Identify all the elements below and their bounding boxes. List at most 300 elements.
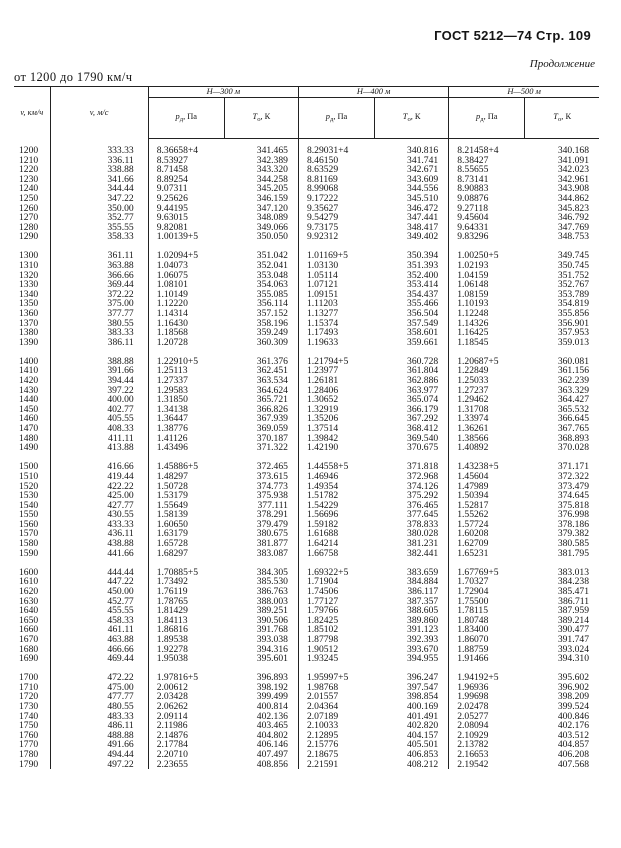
cell-p-500: 1.38566 (457, 432, 489, 444)
cell-t-500: 373.479 (557, 480, 589, 492)
cell-t-300: 378.291 (224, 510, 298, 520)
col-header-t-400: $T_о$, К (375, 98, 449, 139)
cell-t-500: 356.901 (557, 317, 589, 329)
cell-v-kmh: 1510 (14, 472, 50, 482)
cell-p-500: 1.00250+5 (457, 250, 499, 262)
cell-v-ms: 475.00 (50, 683, 148, 693)
table-row (14, 338, 599, 348)
cell-p-300: 1.60650 (156, 518, 188, 530)
cell-v-ms: 416.66 (50, 462, 148, 472)
cell-t-300: 372.465 (224, 462, 298, 472)
cell-v-ms: 388.88 (50, 357, 148, 367)
cell-v-kmh: 1470 (14, 424, 50, 434)
cell-p-400: 1.71904 (306, 576, 339, 588)
cell-p-300: 1.86816 (156, 624, 188, 636)
cell-p-300: 1.36447 (156, 413, 188, 425)
cell-p-300: 1.27337 (156, 375, 188, 387)
cell-p-400: 1.90512 (306, 643, 339, 655)
cell-p-300: 1.89538 (156, 633, 188, 645)
cell-v-kmh: 1700 (14, 673, 50, 683)
cell-v-kmh: 1720 (14, 692, 50, 702)
cell-t-500: 368.893 (557, 432, 589, 444)
cell-t-400: 372.968 (375, 472, 449, 482)
cell-t-500: 353.789 (557, 288, 589, 300)
cell-p-400: 1.61688 (306, 528, 339, 540)
cell-t-400: 376.465 (375, 501, 449, 511)
cell-v-ms: 463.88 (50, 635, 148, 645)
cell-t-400: 353.414 (375, 280, 449, 290)
cell-p-400: 1.26181 (306, 375, 339, 387)
cell-t-400: 347.441 (375, 213, 449, 223)
cell-v-ms: 427.77 (50, 501, 148, 511)
cell-p-300: 1.78765 (156, 595, 188, 607)
cell-t-300: 366.826 (224, 405, 298, 415)
cell-t-500: 351.752 (557, 269, 589, 281)
cell-v-kmh: 1210 (14, 156, 50, 166)
cell-t-500: 342.961 (557, 173, 589, 185)
cell-t-300: 346.159 (224, 194, 298, 204)
cell-t-500: 395.602 (557, 672, 589, 684)
cell-t-500: 389.214 (557, 614, 589, 626)
cell-p-300: 1.16430 (156, 317, 188, 329)
cell-t-400: 405.501 (375, 740, 449, 750)
cell-t-400: 345.510 (375, 194, 449, 204)
cell-t-500: 352.767 (557, 279, 589, 291)
cell-v-ms: 450.00 (50, 587, 148, 597)
cell-v-ms: 411.11 (50, 434, 148, 444)
cell-v-ms: 466.66 (50, 645, 148, 655)
cell-p-300: 2.03428 (156, 691, 188, 703)
cell-p-500: 1.02193 (457, 260, 489, 272)
cell-p-300: 1.43496 (156, 442, 188, 454)
cell-v-kmh: 1640 (14, 606, 50, 616)
cell-t-400: 380.028 (375, 529, 449, 539)
cell-p-300: 1.18568 (156, 327, 188, 339)
cell-p-400: 8.29031+4 (306, 145, 349, 156)
cell-v-kmh: 1340 (14, 290, 50, 300)
cell-t-500: 345.823 (557, 202, 589, 214)
cell-p-300: 1.22910+5 (156, 355, 199, 367)
cell-p-500: 1.52817 (457, 499, 489, 511)
cell-p-300: 1.76119 (156, 585, 188, 597)
cell-v-kmh: 1620 (14, 587, 50, 597)
cell-p-300: 1.14314 (156, 308, 188, 319)
cell-p-400: 1.82425 (306, 614, 339, 626)
cell-t-400: 360.728 (375, 357, 449, 367)
cell-p-500: 1.62709 (457, 538, 489, 550)
cell-p-500: 9.64331 (457, 221, 489, 233)
cell-p-300: 2.23655 (156, 758, 188, 770)
cell-t-400: 354.437 (375, 290, 449, 300)
cell-p-400: 1.01169+5 (306, 250, 348, 262)
cell-t-300: 393.038 (224, 635, 298, 645)
cell-p-300: 2.00612 (156, 681, 188, 693)
cell-p-300: 1.81429 (156, 605, 188, 617)
cell-p-400: 1.74506 (306, 585, 339, 597)
cell-v-kmh: 1540 (14, 501, 50, 511)
cell-p-300: 1.68297 (156, 547, 188, 559)
cell-v-kmh: 1280 (14, 223, 50, 233)
cell-t-500: 362.239 (557, 375, 589, 387)
cell-p-500: 2.02478 (457, 700, 489, 712)
cell-v-kmh: 1750 (14, 721, 50, 731)
cell-p-400: 1.66758 (306, 547, 339, 559)
cell-v-ms: 344.44 (50, 184, 148, 194)
cell-t-300: 380.675 (224, 529, 298, 539)
cell-p-400: 1.35206 (306, 413, 339, 425)
cell-v-ms: 430.55 (50, 510, 148, 520)
cell-t-400: 397.547 (375, 683, 449, 693)
cell-t-300: 364.624 (224, 386, 298, 396)
cell-v-kmh: 1420 (14, 376, 50, 386)
cell-t-400: 387.357 (375, 597, 449, 607)
cell-v-ms: 488.88 (50, 731, 148, 741)
cell-p-300: 2.11986 (156, 720, 188, 732)
cell-p-400: 8.46150 (306, 154, 339, 166)
cell-p-400: 1.69322+5 (306, 566, 349, 578)
cell-v-ms: 372.22 (50, 290, 148, 300)
cell-p-500: 1.16425 (457, 327, 489, 339)
cell-p-500: 1.36261 (457, 423, 489, 435)
cell-t-300: 347.120 (224, 204, 298, 214)
cell-t-500: 407.568 (557, 758, 589, 770)
cell-v-kmh: 1410 (14, 366, 50, 376)
cell-v-kmh: 1330 (14, 280, 50, 290)
cell-t-500: 384.238 (557, 576, 589, 588)
cell-v-ms: 486.11 (50, 721, 148, 731)
cell-t-300: 365.721 (224, 395, 298, 405)
cell-p-500: 1.43238+5 (457, 461, 499, 473)
cell-p-400: 2.21591 (306, 758, 339, 770)
cell-t-400: 375.292 (375, 491, 449, 501)
cell-p-400: 1.95997+5 (306, 672, 349, 684)
cell-v-kmh: 1570 (14, 529, 50, 539)
cell-p-300: 1.92278 (156, 643, 188, 655)
cell-p-500: 1.08159 (457, 288, 489, 300)
col-header-h500: H—500 м (449, 87, 599, 98)
cell-v-ms: 472.22 (50, 673, 148, 683)
cell-t-400: 341.741 (375, 156, 449, 166)
cell-v-kmh: 1300 (14, 251, 50, 261)
cell-p-300: 1.41126 (156, 432, 188, 444)
cell-p-300: 1.34138 (156, 403, 188, 415)
cell-p-500: 2.08094 (457, 720, 489, 732)
cell-p-500: 1.55262 (457, 509, 489, 521)
cell-p-300: 1.00139+5 (156, 231, 199, 243)
cell-p-500: 2.05277 (457, 710, 489, 722)
cell-v-kmh: 1320 (14, 271, 50, 281)
cell-v-kmh: 1400 (14, 357, 50, 367)
cell-p-500: 1.72904 (457, 585, 489, 597)
cell-t-500: 398.209 (557, 691, 589, 703)
cell-v-kmh: 1790 (14, 760, 50, 770)
cell-v-ms: 333.33 (50, 139, 148, 156)
cell-p-500: 1.27237 (457, 384, 489, 396)
cell-p-400: 1.05114 (306, 269, 338, 281)
cell-t-400: 386.117 (375, 587, 449, 597)
cell-v-kmh: 1380 (14, 328, 50, 338)
cell-p-400: 8.81169 (306, 173, 338, 185)
cell-v-kmh: 1670 (14, 635, 50, 645)
col-header-p-500: $p_д$, Па (449, 98, 525, 139)
cell-v-kmh: 1550 (14, 510, 50, 520)
cell-t-500: 385.471 (557, 585, 589, 597)
cell-t-300: 384.305 (224, 568, 298, 578)
cell-p-500: 8.90883 (457, 183, 489, 195)
cell-t-400: 368.412 (375, 424, 449, 434)
cell-p-400: 1.59182 (306, 518, 339, 530)
cell-t-500: 340.168 (557, 145, 589, 156)
cell-p-300: 1.70885+5 (156, 566, 199, 578)
cell-v-ms: 425.00 (50, 491, 148, 501)
cell-v-ms: 444.44 (50, 568, 148, 578)
cell-v-kmh: 1270 (14, 213, 50, 223)
cell-v-kmh: 1450 (14, 405, 50, 415)
cell-p-300: 2.06262 (156, 700, 188, 712)
cell-t-300: 394.316 (224, 645, 298, 655)
cell-t-400: 343.609 (375, 175, 449, 185)
cell-p-400: 1.85102 (306, 624, 339, 636)
cell-t-400: 393.670 (375, 645, 449, 655)
cell-p-500: 1.47989 (457, 480, 489, 492)
cell-t-400: 384.884 (375, 577, 449, 587)
cell-t-400: 394.955 (375, 654, 449, 664)
cell-p-300: 1.50728 (156, 480, 188, 492)
cell-p-300: 1.53179 (156, 490, 188, 502)
cell-v-kmh: 1600 (14, 568, 50, 578)
cell-t-400: 383.659 (375, 568, 449, 578)
cell-p-400: 1.79766 (306, 605, 339, 617)
cell-t-400: 348.417 (375, 223, 449, 233)
cell-t-400: 382.441 (375, 549, 449, 559)
cell-t-400: 362.886 (375, 376, 449, 386)
table-row (14, 232, 599, 242)
cell-t-300: 381.877 (224, 539, 298, 549)
range-caption: от 1200 до 1790 км/ч (14, 70, 133, 84)
cell-t-300: 352.041 (224, 261, 298, 271)
cell-t-500: 391.747 (557, 633, 589, 645)
cell-v-kmh: 1770 (14, 740, 50, 750)
cell-t-500: 372.322 (557, 470, 589, 482)
cell-t-500: 365.532 (557, 403, 589, 415)
cell-t-500: 370.028 (557, 442, 589, 454)
cell-t-400: 349.402 (375, 232, 449, 242)
cell-p-400: 1.11203 (306, 298, 338, 310)
cell-v-kmh: 1240 (14, 184, 50, 194)
cell-v-ms: 422.22 (50, 482, 148, 492)
cell-p-300: 1.48297 (156, 470, 188, 482)
cell-p-500: 1.45604 (457, 470, 489, 482)
cell-t-500: 364.427 (557, 394, 589, 406)
cell-v-kmh: 1690 (14, 654, 50, 664)
cell-v-kmh: 1610 (14, 577, 50, 587)
cell-t-400: 406.853 (375, 750, 449, 760)
page-header (434, 28, 591, 43)
cell-p-300: 9.63015 (156, 212, 188, 224)
col-header-t-500: $T_о$, К (525, 98, 599, 139)
cell-p-500: 2.19542 (457, 758, 489, 770)
cell-t-300: 354.063 (224, 280, 298, 290)
cell-p-300: 2.20710 (156, 748, 188, 760)
cell-t-300: 388.003 (224, 597, 298, 607)
cell-t-500: 366.645 (557, 413, 589, 425)
cell-p-500: 1.91466 (457, 653, 489, 665)
cell-t-300: 348.089 (224, 213, 298, 223)
cell-t-500: 383.013 (557, 566, 589, 578)
cell-t-300: 367.939 (224, 414, 298, 424)
cell-v-kmh: 1490 (14, 443, 50, 453)
cell-t-400: 402.820 (375, 721, 449, 731)
cell-t-400: 356.504 (375, 309, 449, 319)
cell-p-300: 1.12220 (156, 298, 188, 310)
cell-t-400: 366.179 (375, 405, 449, 415)
continuation-label: Продолжение (529, 58, 595, 70)
cell-p-300: 9.25626 (156, 192, 188, 204)
cell-t-300: 377.111 (224, 501, 298, 511)
cell-t-500: 347.769 (557, 221, 589, 233)
cell-v-kmh: 1710 (14, 683, 50, 693)
cell-t-300: 344.258 (224, 175, 298, 185)
cell-t-400: 350.394 (375, 251, 449, 261)
cell-t-400: 374.126 (375, 482, 449, 492)
cell-t-300: 349.066 (224, 223, 298, 233)
cell-p-400: 1.98768 (306, 681, 339, 693)
cell-t-400: 389.860 (375, 616, 449, 626)
cell-t-400: 361.804 (375, 366, 449, 376)
cell-v-kmh: 1460 (14, 414, 50, 424)
cell-p-400: 8.99068 (306, 183, 339, 195)
cell-v-kmh: 1260 (14, 204, 50, 214)
cell-t-500: 342.023 (557, 164, 589, 176)
cell-p-400: 1.17493 (306, 327, 339, 339)
cell-p-500: 1.78115 (457, 605, 489, 617)
cell-p-500: 1.25033 (457, 375, 489, 387)
cell-t-400: 392.393 (375, 635, 449, 645)
cell-p-300: 1.20728 (156, 336, 188, 348)
cell-t-400: 391.123 (375, 625, 449, 635)
cell-t-300: 361.376 (224, 357, 298, 367)
cell-t-500: 404.857 (557, 739, 589, 751)
cell-t-300: 350.050 (224, 232, 298, 242)
cell-t-500: 379.382 (557, 528, 589, 540)
cell-v-ms: 394.44 (50, 376, 148, 386)
cell-p-300: 1.58139 (156, 509, 188, 521)
cell-t-400: 404.157 (375, 731, 449, 741)
cell-t-500: 359.013 (557, 336, 589, 348)
cell-t-300: 362.451 (224, 366, 298, 376)
cell-p-500: 1.06148 (457, 279, 489, 291)
table-row (14, 760, 599, 770)
cell-v-ms: 436.11 (50, 529, 148, 539)
cell-v-ms: 433.33 (50, 520, 148, 530)
cell-t-300: 383.087 (224, 549, 298, 559)
cell-t-500: 348.753 (557, 231, 589, 243)
cell-t-300: 369.059 (224, 424, 298, 434)
cell-p-500: 1.70327 (457, 576, 489, 588)
col-header-t-300: $T_о$, К (224, 98, 298, 139)
cell-t-500: 380.585 (557, 538, 589, 550)
cell-p-400: 1.51782 (306, 490, 339, 502)
cell-p-400: 1.46946 (306, 470, 339, 482)
cell-v-kmh: 1530 (14, 491, 50, 501)
cell-t-400: 401.491 (375, 712, 449, 722)
cell-p-300: 9.07311 (156, 183, 188, 195)
cell-p-300: 1.55649 (156, 499, 188, 511)
cell-t-400: 358.601 (375, 328, 449, 338)
cell-v-ms: 397.22 (50, 386, 148, 396)
cell-t-400: 346.472 (375, 204, 449, 214)
cell-v-ms: 369.44 (50, 280, 148, 290)
cell-p-500: 1.12248 (457, 308, 489, 319)
cell-v-kmh: 1740 (14, 712, 50, 722)
cell-t-300: 363.534 (224, 376, 298, 386)
cell-p-500: 1.60208 (457, 528, 489, 540)
cell-p-400: 1.30652 (306, 394, 339, 406)
cell-v-kmh: 1200 (14, 139, 50, 156)
cell-p-300: 1.45886+5 (156, 461, 199, 473)
cell-p-300: 1.38776 (156, 423, 188, 435)
cell-t-400: 396.247 (375, 673, 449, 683)
cell-v-ms: 477.77 (50, 692, 148, 702)
cell-t-300: 355.085 (224, 290, 298, 300)
cell-p-400: 1.56696 (306, 509, 339, 521)
cell-v-ms: 386.11 (50, 338, 148, 348)
cell-p-500: 9.83296 (457, 231, 489, 243)
cell-v-ms: 391.66 (50, 366, 148, 376)
cell-p-400: 1.07121 (306, 279, 339, 291)
cell-t-300: 408.856 (224, 760, 298, 770)
cell-v-ms: 461.11 (50, 625, 148, 635)
cell-p-300: 8.89254 (156, 173, 188, 185)
cell-v-kmh: 1250 (14, 194, 50, 204)
cell-t-300: 342.389 (224, 156, 298, 166)
cell-t-400: 369.540 (375, 434, 449, 444)
cell-t-500: 378.186 (557, 518, 589, 530)
cell-p-500: 1.18545 (457, 336, 489, 348)
cell-t-400: 340.816 (375, 139, 449, 156)
cell-t-500: 386.711 (558, 595, 589, 607)
cell-v-ms: 377.77 (50, 309, 148, 319)
cell-p-500: 8.21458+4 (457, 145, 499, 156)
table-row (14, 654, 599, 664)
cell-t-400: 398.854 (375, 692, 449, 702)
cell-p-400: 1.03130 (306, 260, 339, 272)
cell-p-400: 1.15374 (306, 317, 339, 329)
cell-p-500: 1.83400 (457, 624, 489, 636)
cell-v-kmh: 1350 (14, 299, 50, 309)
cell-t-500: 403.512 (557, 729, 589, 741)
cell-v-kmh: 1310 (14, 261, 50, 271)
cell-p-400: 1.77127 (306, 595, 339, 607)
cell-v-kmh: 1590 (14, 549, 50, 559)
cell-p-300: 8.53927 (156, 154, 188, 166)
cell-t-400: 400.169 (375, 702, 449, 712)
cell-t-500: 402.176 (557, 720, 589, 732)
cell-v-kmh: 1680 (14, 645, 50, 655)
cell-p-300: 1.25113 (156, 365, 188, 377)
cell-t-500: 367.765 (557, 423, 589, 435)
cell-t-400: 342.671 (375, 165, 449, 175)
cell-v-kmh: 1430 (14, 386, 50, 396)
cell-p-500: 2.10929 (457, 729, 489, 741)
cell-t-500: 371.171 (557, 461, 589, 473)
cell-p-500: 8.55655 (457, 164, 489, 176)
cell-t-500: 343.908 (557, 183, 589, 195)
cell-t-300: 358.196 (224, 319, 298, 329)
cell-t-300: 385.530 (224, 577, 298, 587)
cell-v-ms: 338.88 (50, 165, 148, 175)
cell-p-400: 1.44558+5 (306, 461, 349, 473)
